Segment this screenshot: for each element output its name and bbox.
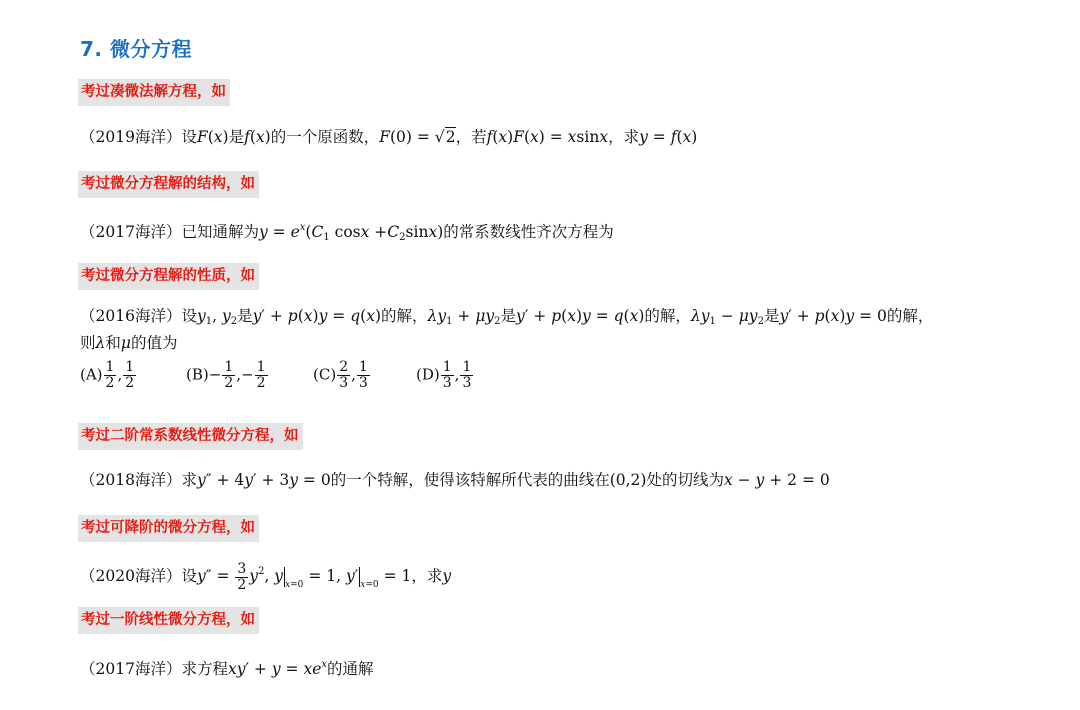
section-heading-5: 考过可降阶的微分方程，如 — [78, 515, 259, 542]
question-3-line2: 则λ和μ的值为 — [80, 334, 178, 352]
question-2: （2017海洋）已知通解为$y = e^x(C_1$ $\cos x +C_2\sin x$)的常系数线性齐次方程为 — [80, 222, 614, 243]
section-heading-4: 考过二阶常系数线性微分方程，如 — [78, 423, 303, 450]
question-6: （2017海洋）求方程$xy' + y = xe^x$的通解 — [80, 659, 374, 678]
question-source: （2017海洋） — [80, 223, 182, 241]
option-c: (C) $\frac{2}{3}$ , $\frac{1}{3}$ — [313, 359, 368, 391]
page-title: 7. 微分方程 — [80, 37, 192, 61]
section-heading-3: 考过微分方程解的性质，如 — [78, 263, 259, 290]
question-5: （2020海洋）设y″ = $\frac{3}{2}$ $y^2$, y $_{x=0}$ = 1, y′ $_{x=0}$ = 1，求y — [80, 560, 452, 593]
section-heading-1: 考过凑微法解方程，如 — [78, 79, 230, 106]
question-source: （2018海洋） — [80, 471, 182, 489]
option-a: (A) $\frac{1}{2}$ , $\frac{1}{2}$ — [80, 359, 135, 391]
section-heading-2: 考过微分方程解的结构，如 — [78, 171, 259, 198]
section-heading-6: 考过一阶线性微分方程，如 — [78, 607, 259, 634]
question-source: （2019海洋） — [80, 128, 182, 146]
question-1: （2019海洋）设F(x)是f(x)的一个原函数，F(0) = √2，若f(x)F(x) = xsinx，求y = f(x) — [80, 128, 698, 146]
question-3: （2016海洋）设$y_1$, $y_2$是y′ + p(x)y = q(x)的解，$\lambda y_1 + \mu y_2$是y′ + p(x)y = q(x)的解，$\lambda y_1 - \mu y_2$是y′ + p(x)y = 0的解， — [80, 307, 934, 327]
option-d: (D) $\frac{1}{3}$ , $\frac{1}{3}$ — [416, 359, 472, 391]
question-source: （2016海洋） — [80, 307, 182, 325]
question-source: （2020海洋） — [80, 567, 182, 585]
option-b: (B)− $\frac{1}{2}$ ,− $\frac{1}{2}$ — [186, 359, 266, 391]
question-source: （2017海洋） — [80, 660, 182, 678]
question-4: （2018海洋）求y″ + 4y′ + 3y = 0的一个特解，使得该特解所代表的曲线在(0,2)处的切线为x − y + 2 = 0 — [80, 471, 830, 489]
